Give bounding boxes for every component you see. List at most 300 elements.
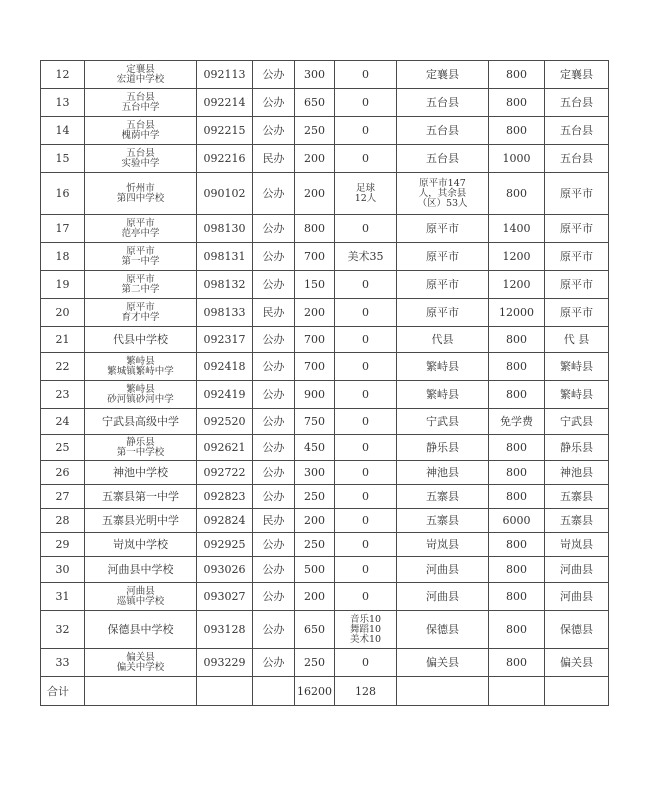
enrollment-scope-line: 繁峙县 [426, 388, 459, 401]
school-location: 原平市 [545, 271, 609, 299]
enrollment-plan: 200 [295, 145, 335, 173]
special-quota-line: 音乐10 [349, 613, 382, 625]
enrollment-plan: 650 [295, 89, 335, 117]
special-quota-line: 0 [362, 152, 369, 165]
enrollment-plan: 450 [295, 435, 335, 461]
school-code: 092823 [197, 485, 253, 509]
school-name [85, 173, 197, 215]
school-type: 公办 [253, 435, 295, 461]
school-type: 公办 [253, 533, 295, 557]
school-name-line: 原平市 [126, 301, 155, 313]
school-name-line: 巡镇中学校 [116, 595, 165, 607]
school-type: 公办 [253, 557, 295, 583]
enrollment-scope-line: 原平市 [426, 222, 459, 235]
tuition-fee: 800 [489, 117, 545, 145]
school-name-line: 宁武县高级中学 [102, 415, 179, 428]
enrollment-scope [397, 485, 489, 509]
school-code: 092418 [197, 353, 253, 381]
school-type: 公办 [253, 327, 295, 353]
special-quota [335, 409, 397, 435]
school-type: 民办 [253, 299, 295, 327]
school-name-line: 五台县 [126, 91, 155, 103]
enrollment-plan: 700 [295, 243, 335, 271]
school-name-line: 范亭中学 [121, 227, 160, 239]
enrollment-plan: 200 [295, 509, 335, 533]
school-type: 公办 [253, 649, 295, 677]
school-name [85, 89, 197, 117]
tuition-fee: 800 [489, 649, 545, 677]
special-quota-line: 0 [362, 306, 369, 319]
enrollment-plan: 650 [295, 611, 335, 649]
row-number: 26 [41, 461, 85, 485]
school-name-line: 河曲县 [126, 585, 155, 597]
special-quota [335, 327, 397, 353]
table-row [41, 381, 609, 409]
table-row [41, 173, 609, 215]
enrollment-plan: 250 [295, 649, 335, 677]
school-name-line: 五台县 [126, 119, 155, 131]
school-name [85, 409, 197, 435]
school-name [85, 327, 197, 353]
school-location: 原平市 [545, 243, 609, 271]
school-name-line: 河曲县中学校 [107, 563, 174, 576]
table-row [41, 243, 609, 271]
school-name [85, 353, 197, 381]
school-name [85, 461, 197, 485]
school-name [85, 243, 197, 271]
special-quota-line: 0 [362, 388, 369, 401]
table-row [41, 509, 609, 533]
school-code: 098131 [197, 243, 253, 271]
special-quota [335, 485, 397, 509]
enrollment-scope-line: 原平市 [426, 278, 459, 291]
tuition-fee: 800 [489, 381, 545, 409]
tuition-fee: 12000 [489, 299, 545, 327]
school-type: 公办 [253, 61, 295, 89]
enrollment-scope-line: 静乐县 [426, 441, 459, 454]
special-quota-line: 0 [362, 514, 369, 527]
special-quota [335, 381, 397, 409]
enrollment-plan: 250 [295, 533, 335, 557]
school-name-line: 代县中学校 [113, 333, 168, 346]
school-name-line: 五台中学 [121, 101, 160, 113]
school-name-line: 宏道中学校 [116, 73, 165, 85]
special-quota-line: 0 [362, 656, 369, 669]
school-code: 093027 [197, 583, 253, 611]
special-quota [335, 61, 397, 89]
enrollment-plan: 200 [295, 173, 335, 215]
school-location: 繁峙县 [545, 381, 609, 409]
school-type: 公办 [253, 611, 295, 649]
special-quota [335, 299, 397, 327]
table-row [41, 583, 609, 611]
school-location: 五寨县 [545, 509, 609, 533]
school-name-line: 繁峙县 [126, 355, 155, 367]
special-quota-line: 0 [362, 333, 369, 346]
table-row [41, 557, 609, 583]
school-type: 公办 [253, 173, 295, 215]
special-quota-line: 0 [362, 222, 369, 235]
tuition-fee: 800 [489, 327, 545, 353]
enrollment-scope [397, 353, 489, 381]
table-row [41, 327, 609, 353]
school-name-line: 第四中学校 [116, 192, 165, 204]
tuition-fee: 800 [489, 89, 545, 117]
row-number: 15 [41, 145, 85, 173]
enrollment-scope-line: 神池县 [426, 466, 459, 479]
enrollment-scope [397, 409, 489, 435]
enrollment-scope [397, 557, 489, 583]
enrollment-scope [397, 61, 489, 89]
school-type: 公办 [253, 243, 295, 271]
enrollment-scope [397, 117, 489, 145]
school-name [85, 485, 197, 509]
school-name [85, 381, 197, 409]
special-quota-line: 0 [362, 415, 369, 428]
tuition-fee: 800 [489, 61, 545, 89]
special-quota [335, 533, 397, 557]
school-name [85, 509, 197, 533]
school-name-line: 静乐县 [126, 436, 155, 448]
school-location: 繁峙县 [545, 353, 609, 381]
enrollment-scope-line: 原平市147 [419, 177, 466, 189]
school-name-line: 第二中学 [121, 283, 160, 295]
school-code: 092520 [197, 409, 253, 435]
school-name-line: 实验中学 [121, 157, 160, 169]
table-row [41, 353, 609, 381]
school-location: 五台县 [545, 117, 609, 145]
row-number: 30 [41, 557, 85, 583]
enrollment-scope-line: 偏关县 [426, 656, 459, 669]
school-code: 093026 [197, 557, 253, 583]
enrollment-scope [397, 583, 489, 611]
enrollment-scope-line: 人，其余县 [418, 187, 467, 199]
enrollment-scope [397, 611, 489, 649]
total-special: 128 [335, 677, 397, 706]
school-code: 092925 [197, 533, 253, 557]
enrollment-plan: 500 [295, 557, 335, 583]
school-name-line: 育才中学 [121, 311, 160, 323]
school-type: 公办 [253, 271, 295, 299]
tuition-fee: 800 [489, 485, 545, 509]
table-row [41, 215, 609, 243]
table-row [41, 611, 609, 649]
enrollment-plan: 250 [295, 485, 335, 509]
enrollment-plan: 200 [295, 299, 335, 327]
table-row [41, 117, 609, 145]
school-name-line: 五台县 [126, 147, 155, 159]
school-name-line: 偏关中学校 [116, 661, 165, 673]
enrollment-scope-line: 繁峙县 [426, 360, 459, 373]
total-empty-cell [197, 677, 253, 706]
special-quota [335, 611, 397, 649]
enrollment-scope-line: （区）53人 [417, 197, 468, 209]
school-name-line: 五寨县光明中学 [102, 514, 179, 527]
school-name-line: 原平市 [126, 217, 155, 229]
special-quota-line: 0 [362, 441, 369, 454]
school-code: 092215 [197, 117, 253, 145]
school-name-line: 偏关县 [126, 651, 155, 663]
school-name-line: 繁城镇繁峙中学 [107, 365, 174, 377]
school-type: 公办 [253, 117, 295, 145]
enrollment-plan: 200 [295, 583, 335, 611]
enrollment-scope-line: 五台县 [426, 124, 459, 137]
school-code: 092317 [197, 327, 253, 353]
admission-table [40, 60, 609, 706]
school-code: 092419 [197, 381, 253, 409]
school-name [85, 435, 197, 461]
school-type: 公办 [253, 215, 295, 243]
enrollment-scope [397, 215, 489, 243]
enrollment-scope [397, 299, 489, 327]
row-number: 16 [41, 173, 85, 215]
school-code: 093229 [197, 649, 253, 677]
school-location: 定襄县 [545, 61, 609, 89]
special-quota-line: 0 [362, 490, 369, 503]
school-location: 静乐县 [545, 435, 609, 461]
special-quota-line: 0 [362, 466, 369, 479]
special-quota-line: 0 [362, 278, 369, 291]
enrollment-scope [397, 461, 489, 485]
table-row [41, 435, 609, 461]
school-name-line: 砂河镇砂河中学 [107, 393, 174, 405]
table-row [41, 89, 609, 117]
tuition-fee: 800 [489, 533, 545, 557]
table-row [41, 409, 609, 435]
special-quota-line: 0 [362, 96, 369, 109]
total-empty-cell [489, 677, 545, 706]
school-location: 原平市 [545, 299, 609, 327]
enrollment-plan: 300 [295, 461, 335, 485]
enrollment-scope-line: 五台县 [426, 152, 459, 165]
total-empty-cell [253, 677, 295, 706]
school-code: 092621 [197, 435, 253, 461]
school-type: 公办 [253, 485, 295, 509]
row-number: 31 [41, 583, 85, 611]
school-location: 五台县 [545, 89, 609, 117]
school-location: 五寨县 [545, 485, 609, 509]
school-type: 公办 [253, 353, 295, 381]
tuition-fee: 6000 [489, 509, 545, 533]
tuition-fee: 800 [489, 461, 545, 485]
special-quota [335, 649, 397, 677]
table-row [41, 649, 609, 677]
enrollment-scope-line: 五寨县 [426, 514, 459, 527]
tuition-fee: 800 [489, 611, 545, 649]
total-empty-cell [397, 677, 489, 706]
school-location: 五台县 [545, 145, 609, 173]
special-quota-line: 0 [362, 68, 369, 81]
school-code: 092722 [197, 461, 253, 485]
tuition-fee: 1400 [489, 215, 545, 243]
school-location: 岢岚县 [545, 533, 609, 557]
tuition-fee: 1000 [489, 145, 545, 173]
special-quota [335, 89, 397, 117]
enrollment-plan: 250 [295, 117, 335, 145]
row-number: 12 [41, 61, 85, 89]
special-quota-line: 12人 [354, 192, 377, 204]
total-label: 合计 [41, 677, 85, 706]
enrollment-scope [397, 145, 489, 173]
special-quota [335, 557, 397, 583]
enrollment-scope-line: 河曲县 [426, 590, 459, 603]
school-location: 原平市 [545, 215, 609, 243]
special-quota [335, 145, 397, 173]
school-type: 公办 [253, 89, 295, 117]
row-number: 18 [41, 243, 85, 271]
school-name [85, 145, 197, 173]
school-name [85, 557, 197, 583]
school-name [85, 271, 197, 299]
special-quota [335, 435, 397, 461]
total-plan: 16200 [295, 677, 335, 706]
school-name [85, 583, 197, 611]
school-type: 公办 [253, 583, 295, 611]
special-quota-line: 舞蹈10 [349, 623, 382, 635]
school-name-line: 定襄县 [126, 63, 155, 75]
enrollment-scope-line: 原平市 [426, 306, 459, 319]
table-row [41, 299, 609, 327]
enrollment-scope [397, 271, 489, 299]
enrollment-scope-line: 五台县 [426, 96, 459, 109]
enrollment-scope [397, 509, 489, 533]
enrollment-scope-line: 原平市 [426, 250, 459, 263]
table-row [41, 145, 609, 173]
row-number: 14 [41, 117, 85, 145]
table-row [41, 461, 609, 485]
school-code: 098132 [197, 271, 253, 299]
school-type: 公办 [253, 381, 295, 409]
admission-table-page [40, 60, 608, 706]
school-code: 098133 [197, 299, 253, 327]
enrollment-plan: 800 [295, 215, 335, 243]
table-row [41, 533, 609, 557]
school-name-line: 五寨县第一中学 [102, 490, 179, 503]
total-row [41, 677, 609, 706]
school-name [85, 611, 197, 649]
enrollment-plan: 300 [295, 61, 335, 89]
special-quota-line: 0 [362, 590, 369, 603]
tuition-fee: 800 [489, 173, 545, 215]
school-location: 神池县 [545, 461, 609, 485]
school-code: 092824 [197, 509, 253, 533]
school-name-line: 槐荫中学 [121, 129, 160, 141]
special-quota [335, 117, 397, 145]
enrollment-plan: 700 [295, 353, 335, 381]
school-location: 河曲县 [545, 557, 609, 583]
enrollment-scope [397, 89, 489, 117]
row-number: 20 [41, 299, 85, 327]
school-name [85, 533, 197, 557]
school-code: 092113 [197, 61, 253, 89]
table-row [41, 271, 609, 299]
school-name-line: 忻州市 [126, 182, 155, 194]
special-quota [335, 353, 397, 381]
school-name-line: 原平市 [126, 273, 155, 285]
row-number: 28 [41, 509, 85, 533]
total-empty-cell [85, 677, 197, 706]
enrollment-scope-line: 保德县 [426, 623, 459, 636]
special-quota [335, 243, 397, 271]
special-quota-line: 0 [362, 124, 369, 137]
enrollment-scope [397, 649, 489, 677]
row-number: 27 [41, 485, 85, 509]
special-quota-line: 美术35 [347, 250, 384, 263]
enrollment-scope [397, 173, 489, 215]
school-code: 092214 [197, 89, 253, 117]
enrollment-scope-line: 岢岚县 [426, 538, 459, 551]
tuition-fee: 800 [489, 435, 545, 461]
school-code: 093128 [197, 611, 253, 649]
school-type: 公办 [253, 409, 295, 435]
row-number: 29 [41, 533, 85, 557]
school-type: 公办 [253, 461, 295, 485]
tuition-fee: 800 [489, 557, 545, 583]
special-quota-line: 足球 [355, 182, 375, 194]
school-type: 民办 [253, 145, 295, 173]
tuition-fee: 800 [489, 583, 545, 611]
school-name [85, 649, 197, 677]
row-number: 33 [41, 649, 85, 677]
tuition-fee: 免学费 [489, 409, 545, 435]
school-location: 原平市 [545, 173, 609, 215]
enrollment-scope-line: 定襄县 [426, 68, 459, 81]
school-name-line: 第一中学校 [116, 446, 165, 458]
row-number: 22 [41, 353, 85, 381]
school-name-line: 神池中学校 [113, 466, 168, 479]
enrollment-plan: 150 [295, 271, 335, 299]
enrollment-scope-line: 五寨县 [426, 490, 459, 503]
row-number: 25 [41, 435, 85, 461]
school-location: 保德县 [545, 611, 609, 649]
enrollment-scope-line: 河曲县 [426, 563, 459, 576]
school-name [85, 215, 197, 243]
school-name-line: 原平市 [126, 245, 155, 257]
school-code: 090102 [197, 173, 253, 215]
school-location: 代 县 [545, 327, 609, 353]
row-number: 24 [41, 409, 85, 435]
school-type: 民办 [253, 509, 295, 533]
enrollment-scope [397, 435, 489, 461]
school-name [85, 299, 197, 327]
school-name-line: 第一中学 [121, 255, 160, 267]
school-name [85, 117, 197, 145]
row-number: 23 [41, 381, 85, 409]
special-quota [335, 461, 397, 485]
table-row [41, 61, 609, 89]
table-row [41, 485, 609, 509]
row-number: 19 [41, 271, 85, 299]
tuition-fee: 800 [489, 353, 545, 381]
row-number: 32 [41, 611, 85, 649]
enrollment-scope [397, 381, 489, 409]
enrollment-plan: 750 [295, 409, 335, 435]
special-quota-line: 0 [362, 538, 369, 551]
school-code: 098130 [197, 215, 253, 243]
total-empty-cell [545, 677, 609, 706]
special-quota [335, 271, 397, 299]
enrollment-scope-line: 宁武县 [426, 415, 459, 428]
row-number: 13 [41, 89, 85, 117]
school-code: 092216 [197, 145, 253, 173]
row-number: 21 [41, 327, 85, 353]
school-location: 宁武县 [545, 409, 609, 435]
school-name [85, 61, 197, 89]
special-quota [335, 509, 397, 533]
enrollment-scope-line: 代县 [431, 333, 454, 346]
enrollment-plan: 900 [295, 381, 335, 409]
enrollment-scope [397, 327, 489, 353]
